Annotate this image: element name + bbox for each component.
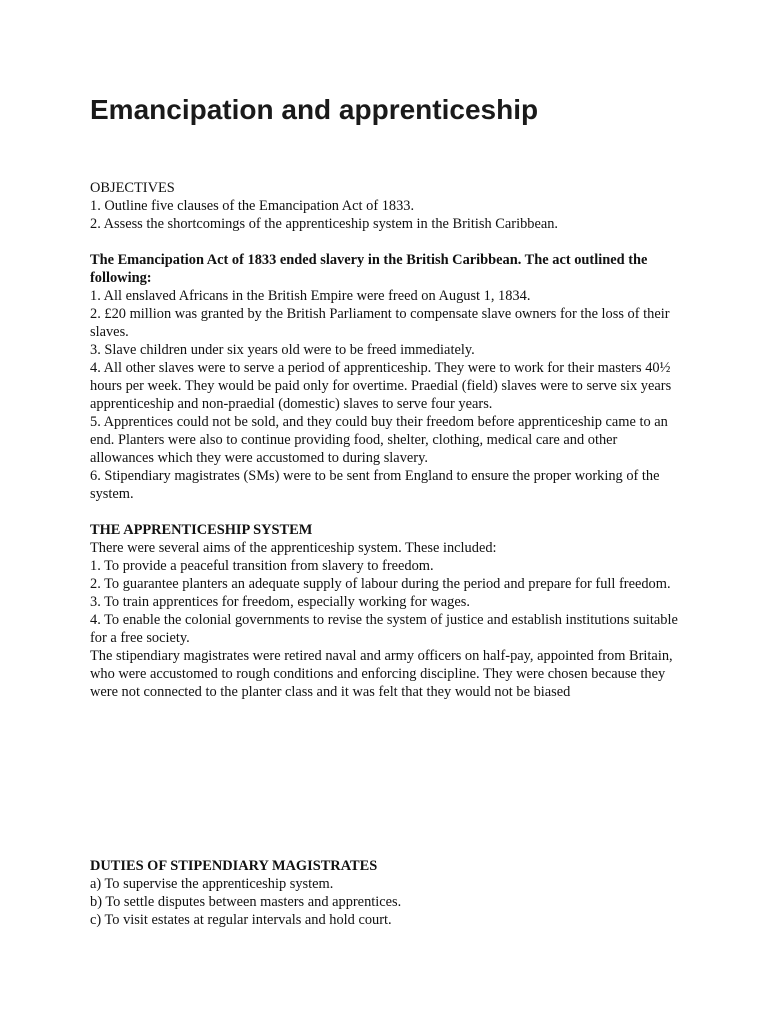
act-clause: 5. Apprentices could not be sold, and they could buy their freedom before apprenticeship came to an end. Planters were also to continue providing food, shelter, clothing, medical care and other allowances which they were accustomed to during slavery.: [90, 414, 668, 466]
duty-item: b) To settle disputes between masters and apprentices.: [90, 894, 402, 910]
page-title: Emancipation and apprenticeship: [90, 94, 539, 125]
act-clause: 2. £20 million was granted by the British Parliament to compensate slave owners for the loss of their slaves.: [90, 306, 670, 340]
apprenticeship-aim: 2. To guarantee planters an adequate supply of labour during the period and prepare for full freedom.: [90, 576, 671, 592]
duty-item: a) To supervise the apprenticeship system.: [90, 876, 334, 892]
apprenticeship-intro: There were several aims of the apprenticeship system. These included:: [90, 540, 497, 556]
act-heading: The Emancipation Act of 1833 ended slavery in the British Caribbean. The act outlined the following:: [90, 252, 648, 286]
apprenticeship-heading: THE APPRENTICESHIP SYSTEM: [90, 522, 313, 538]
apprenticeship-aim: 3. To train apprentices for freedom, especially working for wages.: [90, 594, 470, 610]
act-clause: 3. Slave children under six years old were to be freed immediately.: [90, 342, 475, 358]
act-clause: 6. Stipendiary magistrates (SMs) were to be sent from England to ensure the proper working of the system.: [90, 468, 660, 502]
objective-item: 1. Outline five clauses of the Emancipation Act of 1833.: [90, 198, 415, 214]
spacer: [90, 233, 682, 251]
act-clause: 1. All enslaved Africans in the British Empire were freed on August 1, 1834.: [90, 288, 531, 304]
act-clause: 4. All other slaves were to serve a period of apprenticeship. They were to work for their masters 40½ hours per week. They would be paid only for overtime. Praedial (field) slaves were to serve six years apprenticeship and non-praedial (domestic) slaves to serve four years.: [90, 360, 672, 412]
duty-item: c) To visit estates at regular intervals and hold court.: [90, 912, 392, 928]
objectives-heading: OBJECTIVES: [90, 180, 175, 196]
apprenticeship-aim: 1. To provide a peaceful transition from slavery to freedom.: [90, 558, 434, 574]
apprenticeship-aim: 4. To enable the colonial governments to revise the system of justice and establish institutions suitable for a free society.: [90, 612, 678, 646]
duties-text-block: [90, 857, 682, 929]
objective-item: 2. Assess the shortcomings of the apprenticeship system in the British Caribbean.: [90, 216, 559, 232]
duties-heading: DUTIES OF STIPENDIARY MAGISTRATES: [90, 858, 378, 874]
magistrates-paragraph: The stipendiary magistrates were retired naval and army officers on half-pay, appointed from Britain, who were accustomed to rough conditions and enforcing discipline. They were chosen because they were not connected to the planter class and it was felt that they would not be biased: [90, 648, 673, 700]
spacer: [90, 503, 682, 521]
main-text-block: [90, 179, 682, 701]
